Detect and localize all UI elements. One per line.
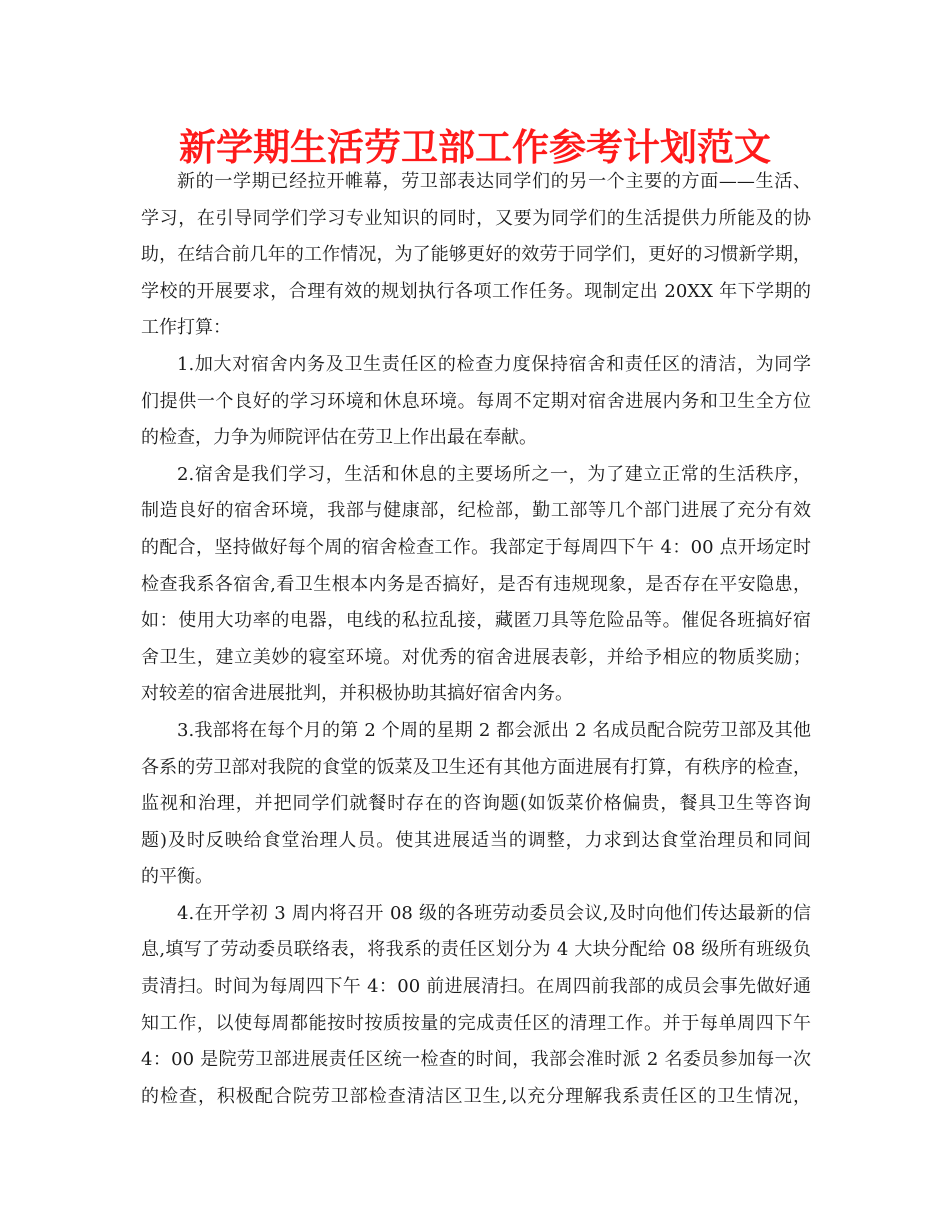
text-line: 的检查，力争为师院评估在劳卫上作出最在奉献。 <box>141 427 537 449</box>
text-line: 各系的劳卫部对我院的食堂的饭菜及卫生还有其他方面进展有打算，有秩序的检查， <box>141 756 811 778</box>
document-title: 新学期生活劳卫部工作参考计划范文 <box>179 126 771 169</box>
text-line: 的检查，积极配合院劳卫部检查清洁区卫生,以充分理解我系责任区的卫生情况， <box>141 1085 811 1107</box>
text-line: 如：使用大功率的电器，电线的私拉乱接，藏匿刀具等危险品等。催促各班搞好宿 <box>141 610 811 632</box>
text-line: 1.加大对宿舍内务及卫生责任区的检查力度保持宿舍和责任区的清洁，为同学 <box>177 353 811 375</box>
text-line: 对较差的宿舍进展批判，并积极协助其搞好宿舍内务。 <box>141 683 573 705</box>
text-line: 监视和治理，并把同学们就餐时存在的咨询题(如饭菜价格偏贵，餐具卫生等咨询 <box>141 793 811 815</box>
paragraph-item-4 <box>141 896 811 1116</box>
text-line: 的平衡。 <box>141 866 213 888</box>
paragraph-intro <box>141 164 811 347</box>
paragraph-item-1 <box>141 347 811 457</box>
text-line: 助，在结合前几年的工作情况，为了能够更好的效劳于同学们，更好的习惯新学期， <box>141 244 811 266</box>
text-line: 4.在开学初 3 周内将召开 08 级的各班劳动委员会议,及时向他们传达最新的信 <box>177 902 811 924</box>
text-line: 的配合，坚持做好每个周的宿舍检查工作。我部定于每周四下午 4：00 点开场定时 <box>141 536 811 558</box>
text-line: 检查我系各宿舍,看卫生根本内务是否搞好，是否有违规现象，是否存在平安隐患， <box>141 573 811 595</box>
paragraph-item-2 <box>141 457 811 713</box>
paragraph-item-3 <box>141 713 811 896</box>
text-line: 们提供一个良好的学习环境和休息环境。每周不定期对宿舍进展内务和卫生全方位 <box>141 390 811 412</box>
document-body <box>141 164 811 1115</box>
text-line: 新的一学期已经拉开帷幕，劳卫部表达同学们的另一个主要的方面——生活、 <box>177 171 811 192</box>
text-line: 舍卫生，建立美妙的寝室环境。对优秀的宿舍进展表彰，并给予相应的物质奖励； <box>141 646 811 668</box>
text-line: 学习，在引导同学们学习专业知识的同时，又要为同学们的生活提供力所能及的协 <box>141 207 811 229</box>
text-line: 4：00 是院劳卫部进展责任区统一检查的时间，我部会准时派 2 名委员参加每一次 <box>141 1049 811 1071</box>
text-line: 工作打算： <box>141 317 231 339</box>
text-line: 学校的开展要求，合理有效的规划执行各项工作任务。现制定出 20XX 年下学期的 <box>141 280 811 302</box>
text-line: 3.我部将在每个月的第 2 个周的星期 2 都会派出 2 名成员配合院劳卫部及其他 <box>177 719 811 741</box>
text-line: 责清扫。时间为每周四下午 4：00 前进展清扫。在周四前我部的成员会事先做好通 <box>141 976 811 998</box>
text-line: 题)及时反映给食堂治理人员。使其进展适当的调整，力求到达食堂治理员和同间 <box>141 829 811 851</box>
text-line: 2.宿舍是我们学习，生活和休息的主要场所之一，为了建立正常的生活秩序， <box>177 463 811 485</box>
text-line: 息,填写了劳动委员联络表，将我系的责任区划分为 4 大块分配给 08 级所有班级负 <box>141 939 811 961</box>
text-line: 制造良好的宿舍环境，我部与健康部，纪检部，勤工部等几个部门进展了充分有效 <box>141 500 811 522</box>
text-line: 知工作，以使每周都能按时按质按量的完成责任区的清理工作。并于每单周四下午 <box>141 1012 811 1034</box>
